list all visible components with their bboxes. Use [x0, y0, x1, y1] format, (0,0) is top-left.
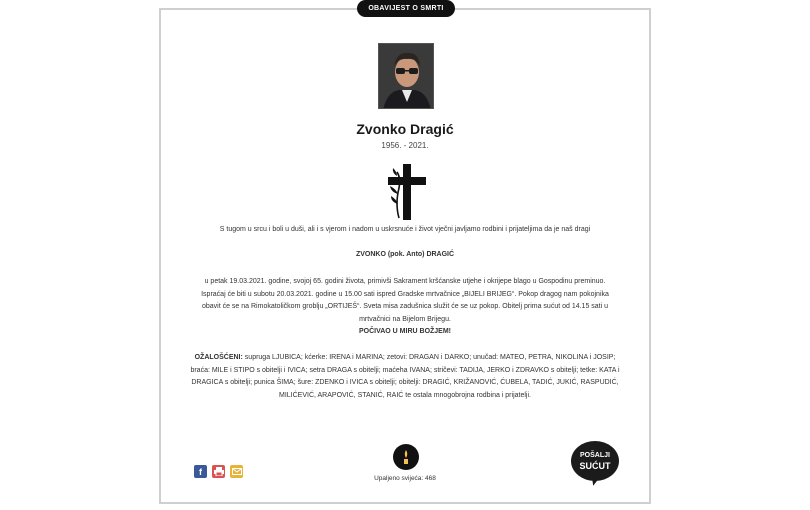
mourners-text	[190, 352, 620, 402]
funeral-details: u petak 19.03.2021. godine, svojoj 65. godini života, primivši Sakrament kršćanske utjehe i okrijepe blago u Gospodinu preminuo. Ispraćaj će biti u subotu 20.03.2021. godine u 15.00 sati ispred Gradske mrtvačnice „BIJELI BRIJEG“. Pokop dragog nam pokojnika obavit će se na Rimokatoličkom groblju „ORTIJEŠ“. Sveta misa zadušnica služit će se uz pokop. Obitelj prima sućut od 14.15 sati u mrtvačnici na Bijelom Brijegu.	[201, 278, 609, 323]
deceased-photo	[378, 43, 434, 109]
rest-in-peace: POČIVAO U MIRU BOŽJEM!	[358, 328, 452, 335]
light-candle-button[interactable]	[393, 444, 419, 470]
notice-intro: S tugom u srcu i boli u duši, ali i s vjerom i nadom u uskrsnuće i život vječni javljamo rodbini i prijateljima da je naš dragi	[219, 226, 591, 233]
send-condolence-button[interactable]	[571, 441, 619, 481]
send-condolence-line2: SUĆUT	[579, 461, 611, 471]
mourners-label: OŽALOŠĆENI:	[194, 354, 243, 361]
facebook-share-icon[interactable]: f	[194, 465, 207, 478]
deceased-name: Zvonko Dragić	[356, 121, 454, 137]
notice-type-badge: OBAVIJEST O SMRTI	[357, 0, 455, 17]
deceased-full-name: ZVONKO (pok. Anto) DRAGIĆ	[355, 251, 455, 258]
mourners-list: supruga LJUBICA; kćerke: IRENA i MARINA; zetovi: DRAGAN i DARKO; unučad: MATEO, PETRA, NIKOLINA i JOSIP; braća: MILE i STIPO s obitelji i IVICA; setra DRAGA s obitelji; maćeha IVANA; stričevi: TADIJA, JERKO i ZDRAVKO s obitelji; tetke: KATA i DRAGICA s obitelji; punica ŠIMA; šure: ZDENKO i IVICA s obitelji; obitelji: DRAGIĆ, KRIŽANOVIĆ, ĆUBELA, TADIĆ, JUKIĆ, RASPUDIĆ, MILIĆEVIĆ, ARAPOVIĆ, STANIĆ, RAIĆ te ostala mnogobrojna rodbina i prijatelji.	[190, 354, 620, 399]
send-condolence-line1: POŠALJI	[580, 452, 610, 459]
life-years: 1956. - 2021.	[381, 141, 429, 150]
cross-icon	[385, 164, 429, 220]
candle-count: Upaljeno svijeća: 468	[374, 475, 436, 482]
